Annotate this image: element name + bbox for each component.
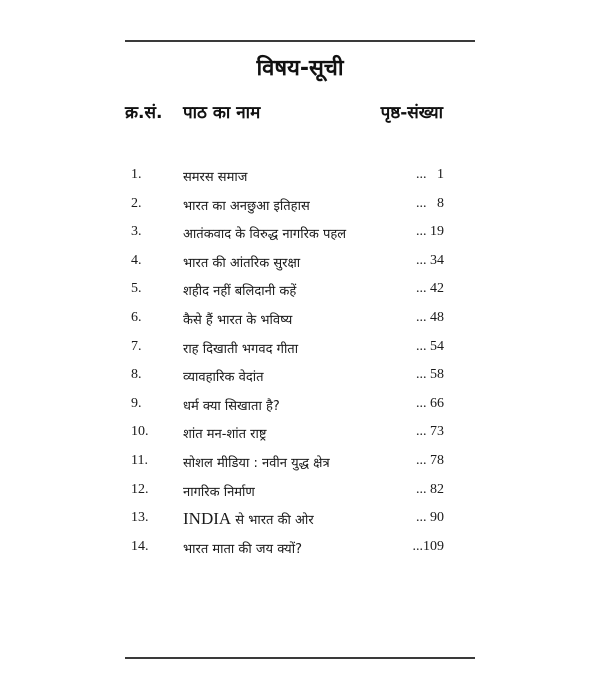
entry-number: 6. (131, 309, 142, 325)
entry-title (183, 252, 300, 272)
entry-number: 4. (131, 252, 142, 268)
entry-title (183, 338, 298, 358)
table-of-contents (0, 163, 600, 563)
entry-title (183, 195, 310, 215)
entry-number: 14. (131, 538, 149, 554)
entry-number: 8. (131, 367, 142, 383)
entry-title (183, 395, 280, 415)
header-serial: क्र.सं. (125, 103, 163, 123)
toc-entry (0, 249, 600, 278)
entry-number: 10. (131, 424, 149, 440)
entry-page: ... 8 (416, 195, 444, 211)
entry-title-text: शहीद नहीं बलिदानी कहें (183, 284, 297, 300)
entry-page: ... 54 (416, 338, 444, 354)
entry-title-text: कैसे हैं भारत के भविष्य (183, 312, 293, 328)
entry-title-text: से भारत की ओर (231, 513, 314, 529)
entry-title (183, 481, 255, 501)
entry-number: 3. (131, 224, 142, 240)
entry-title-text: भारत की आंतरिक सुरक्षा (183, 255, 301, 271)
entry-page: ... 34 (416, 252, 444, 268)
toc-entry (0, 392, 600, 421)
entry-page: ... 82 (416, 481, 444, 497)
entry-title-text: शांत मन-शांत राष्ट्र (183, 427, 267, 443)
entry-page: ... 1 (416, 167, 444, 182)
entry-title-text: व्यावहारिक वेदांत (183, 370, 264, 386)
entry-title-text: भारत का अनछुआ इतिहास (183, 198, 310, 214)
toc-entry (0, 506, 600, 535)
entry-number: 1. (131, 167, 142, 182)
entry-title (183, 223, 346, 243)
toc-entry (0, 420, 600, 449)
entry-title-text: आतंकवाद के विरुद्ध नागरिक पहल (183, 227, 347, 243)
entry-page: ... 66 (416, 395, 444, 411)
toc-header (0, 100, 600, 126)
toc-entry (0, 277, 600, 306)
entry-title (183, 509, 314, 529)
entry-title-text: समरस समाज (183, 170, 248, 185)
toc-entry (0, 449, 600, 478)
entry-title-text: राह दिखाती भगवद गीता (183, 341, 299, 357)
entry-page: ... 48 (416, 309, 444, 325)
top-rule (125, 40, 475, 42)
entry-title-latin: INDIA (183, 509, 232, 529)
entry-page: ... 58 (416, 367, 444, 383)
entry-page: ...109 (412, 538, 444, 554)
entry-title (183, 538, 302, 558)
entry-title (183, 366, 264, 386)
entry-number: 12. (131, 481, 149, 497)
entry-title (183, 280, 296, 300)
entry-title (183, 166, 247, 186)
toc-entry (0, 363, 600, 392)
entry-page: ... 19 (416, 224, 444, 240)
header-chapter-name: पाठ का नाम (183, 103, 261, 123)
entry-number: 5. (131, 281, 142, 297)
entry-page: ... 42 (416, 281, 444, 297)
entry-title-text: नागरिक निर्माण (183, 484, 255, 500)
entry-title-text: सोशल मीडिया : नवीन युद्ध क्षेत्र (183, 455, 330, 471)
toc-entry (0, 306, 600, 335)
header-page-number: पृष्ठ-संख्या (380, 103, 443, 123)
entry-title (183, 452, 330, 472)
toc-entry (0, 535, 600, 564)
entry-number: 9. (131, 395, 142, 411)
entry-title-text: धर्म क्या सिखाता है? (183, 398, 280, 414)
toc-entry (0, 192, 600, 221)
entry-number: 13. (131, 510, 149, 526)
toc-entry (0, 163, 600, 192)
entry-page: ... 90 (416, 510, 444, 526)
toc-entry (0, 478, 600, 507)
entry-page: ... 73 (416, 424, 444, 440)
entry-title (183, 423, 266, 443)
entry-number: 2. (131, 195, 142, 211)
toc-entry (0, 335, 600, 364)
entry-number: 11. (131, 452, 148, 468)
bottom-rule (125, 657, 475, 659)
toc-entry (0, 220, 600, 249)
entry-title-text: भारत माता की जय क्यों? (183, 541, 302, 557)
entry-number: 7. (131, 338, 142, 354)
entry-title (183, 309, 292, 329)
entry-page: ... 78 (416, 452, 444, 468)
page-title: विषय-सूची (256, 56, 344, 81)
